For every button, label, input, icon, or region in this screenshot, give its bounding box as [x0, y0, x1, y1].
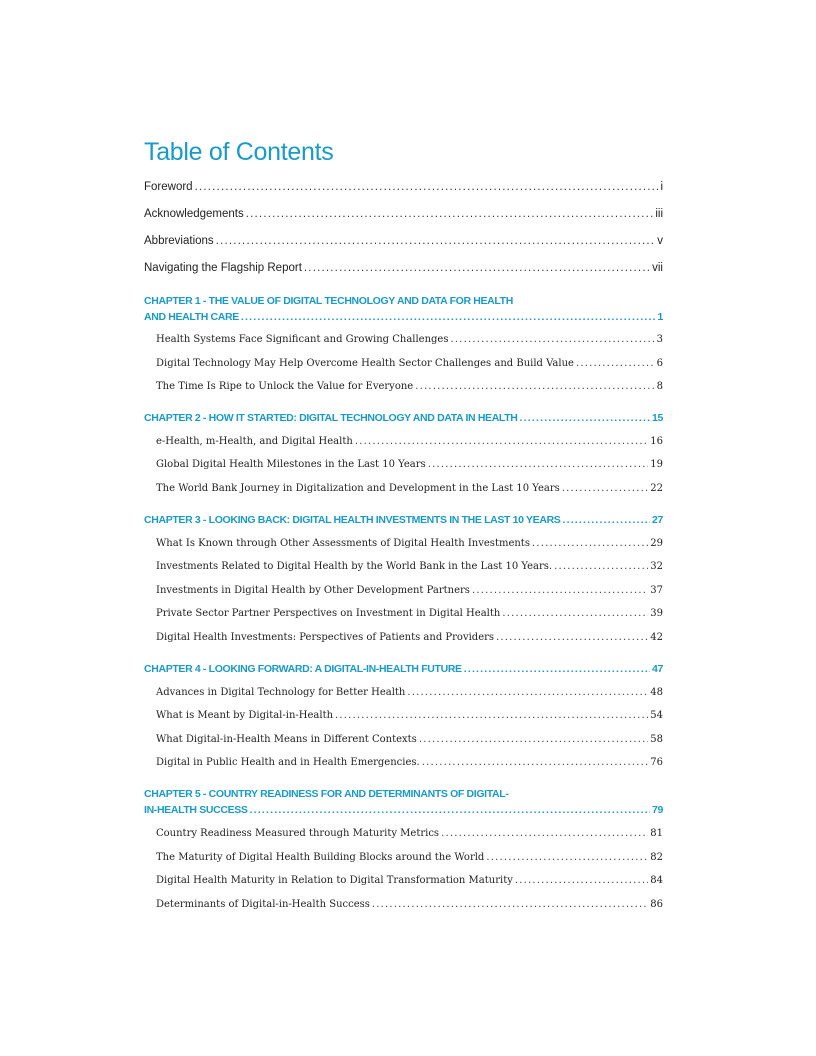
- dot-leader: [428, 459, 649, 470]
- toc-chapter-5[interactable]: [144, 804, 663, 816]
- toc-page-number: 48: [650, 687, 663, 698]
- section-title: What Is Known through Other Assessments of Digital Health Investments: [156, 538, 530, 549]
- toc-page-number: 29: [650, 538, 663, 549]
- toc-chapter-3[interactable]: [144, 514, 663, 526]
- dot-leader: [464, 663, 650, 675]
- toc-page-number: 32: [650, 561, 663, 572]
- dot-leader: [515, 875, 648, 886]
- toc-page-number: 76: [650, 757, 663, 768]
- dot-leader: [496, 632, 648, 643]
- chapter-title: CHAPTER 2 - HOW IT STARTED: DIGITAL TECHNOLOGY AND DATA IN HEALTH: [144, 412, 518, 424]
- toc-chapter-4[interactable]: [144, 663, 663, 675]
- toc-section[interactable]: [156, 459, 663, 470]
- toc-section[interactable]: [156, 585, 663, 596]
- dot-leader: [195, 181, 659, 193]
- dot-leader: [562, 483, 648, 494]
- section-title: Global Digital Health Milestones in the Last 10 Years: [156, 459, 426, 470]
- toc-page-number: vii: [652, 262, 663, 274]
- dot-leader: [241, 311, 656, 323]
- dot-leader: [407, 687, 648, 698]
- chapter-title: AND HEALTH CARE: [144, 311, 239, 323]
- section-title: e-Health, m-Health, and Digital Health: [156, 436, 353, 447]
- toc-section[interactable]: [156, 381, 663, 392]
- toc-section[interactable]: [156, 899, 663, 910]
- toc-page-number: 22: [650, 483, 663, 494]
- toc-section[interactable]: [156, 334, 663, 345]
- section-title: Country Readiness Measured through Maturity Metrics: [156, 828, 440, 839]
- dot-leader: [250, 804, 650, 816]
- toc-section[interactable]: [156, 734, 663, 745]
- toc-page-number: 58: [650, 734, 663, 745]
- dot-leader: [451, 334, 655, 345]
- toc-entry-foreword[interactable]: [144, 181, 663, 193]
- dot-leader: [472, 585, 648, 596]
- toc-section[interactable]: [156, 538, 663, 549]
- dot-leader: [532, 538, 648, 549]
- dot-leader: [355, 436, 648, 447]
- toc-section[interactable]: [156, 828, 663, 839]
- toc-page-number: iii: [655, 208, 663, 220]
- section-title: Private Sector Partner Perspectives on Investment in Digital Health: [156, 608, 501, 619]
- dot-leader: [502, 608, 648, 619]
- toc-page-number: i: [660, 181, 663, 193]
- toc-page-number: v: [657, 235, 663, 247]
- toc-page-number: 3: [656, 334, 663, 345]
- toc-section[interactable]: [156, 632, 663, 643]
- toc-page-number: 19: [650, 459, 663, 470]
- dot-leader: [415, 381, 654, 392]
- dot-leader: [216, 235, 656, 247]
- dot-leader: [372, 899, 648, 910]
- dot-leader: [576, 358, 655, 369]
- section-title: Determinants of Digital-in-Health Success: [156, 899, 370, 910]
- toc-page-number: 15: [652, 412, 663, 424]
- section-title: Investments in Digital Health by Other Development Partners: [156, 585, 470, 596]
- toc-page-number: 16: [650, 436, 663, 447]
- dot-leader: [562, 514, 650, 526]
- toc-page-number: 82: [650, 852, 663, 863]
- section-title: Digital Technology May Help Overcome Health Sector Challenges and Build Value: [156, 358, 574, 369]
- chapter-1-heading-line1: CHAPTER 1 - THE VALUE OF DIGITAL TECHNOLOGY AND DATA FOR HEALTH: [144, 295, 513, 307]
- toc-page-number: 42: [650, 632, 663, 643]
- toc-page-number: 47: [652, 663, 663, 675]
- toc-page-number: 6: [656, 358, 663, 369]
- dot-leader: [554, 561, 648, 572]
- dot-leader: [520, 412, 651, 424]
- dot-leader: [422, 757, 649, 768]
- toc-entry-label: Foreword: [144, 181, 193, 193]
- section-title: The World Bank Journey in Digitalization and Development in the Last 10 Years: [156, 483, 560, 494]
- dot-leader: [304, 262, 650, 274]
- toc-page-number: 81: [650, 828, 663, 839]
- toc-page-number: 39: [650, 608, 663, 619]
- toc-page-number: 54: [650, 710, 663, 721]
- toc-page-number: 86: [650, 899, 663, 910]
- toc-chapter-1[interactable]: [144, 311, 663, 323]
- toc-entry-abbreviations[interactable]: [144, 235, 663, 247]
- section-title: The Time Is Ripe to Unlock the Value for Everyone: [156, 381, 414, 392]
- chapter-title: CHAPTER 4 - LOOKING FORWARD: A DIGITAL-IN-HEALTH FUTURE: [144, 663, 462, 675]
- toc-entry-acknowledgements[interactable]: [144, 208, 663, 220]
- toc-page-number: 8: [656, 381, 663, 392]
- toc-section[interactable]: [156, 852, 663, 863]
- section-title: What Digital-in-Health Means in Different Contexts: [156, 734, 417, 745]
- section-title: Investments Related to Digital Health by the World Bank in the Last 10 Years.: [156, 561, 553, 572]
- toc-entry-label: Navigating the Flagship Report: [144, 262, 302, 274]
- toc-section[interactable]: [156, 561, 663, 572]
- section-title: Digital Health Investments: Perspectives of Patients and Providers: [156, 632, 495, 643]
- toc-section[interactable]: [156, 687, 663, 698]
- dot-leader: [419, 734, 648, 745]
- section-title: The Maturity of Digital Health Building Blocks around the World: [156, 852, 485, 863]
- toc-section[interactable]: [156, 436, 663, 447]
- page-title: Table of Contents: [144, 138, 334, 166]
- toc-chapter-2[interactable]: [144, 412, 663, 424]
- chapter-5-heading-line1: CHAPTER 5 - COUNTRY READINESS FOR AND DETERMINANTS OF DIGITAL-: [144, 788, 509, 800]
- toc-section[interactable]: [156, 608, 663, 619]
- section-title: Digital Health Maturity in Relation to Digital Transformation Maturity: [156, 875, 513, 886]
- dot-leader: [335, 710, 648, 721]
- section-title: What is Meant by Digital-in-Health: [156, 710, 334, 721]
- dot-leader: [246, 208, 654, 220]
- toc-section[interactable]: [156, 483, 663, 494]
- toc-page-number: 84: [650, 875, 663, 886]
- toc-page-number: 37: [650, 585, 663, 596]
- toc-page-number: 79: [652, 804, 663, 816]
- toc-page-number: 1: [657, 311, 663, 323]
- toc-entry-navigating[interactable]: [144, 262, 663, 274]
- toc-entry-label: Acknowledgements: [144, 208, 244, 220]
- toc-entry-label: Abbreviations: [144, 235, 214, 247]
- dot-leader: [441, 828, 648, 839]
- section-title: Health Systems Face Significant and Growing Challenges: [156, 334, 449, 345]
- section-title: Digital in Public Health and in Health Emergencies.: [156, 757, 420, 768]
- toc-section[interactable]: [156, 875, 663, 886]
- toc-section[interactable]: [156, 710, 663, 721]
- toc-section[interactable]: [156, 358, 663, 369]
- dot-leader: [486, 852, 648, 863]
- section-title: Advances in Digital Technology for Better Health: [156, 687, 406, 698]
- toc-section[interactable]: [156, 757, 663, 768]
- toc-page-number: 27: [652, 514, 663, 526]
- chapter-title: CHAPTER 3 - LOOKING BACK: DIGITAL HEALTH INVESTMENTS IN THE LAST 10 YEARS: [144, 514, 561, 526]
- chapter-title: IN-HEALTH SUCCESS: [144, 804, 248, 816]
